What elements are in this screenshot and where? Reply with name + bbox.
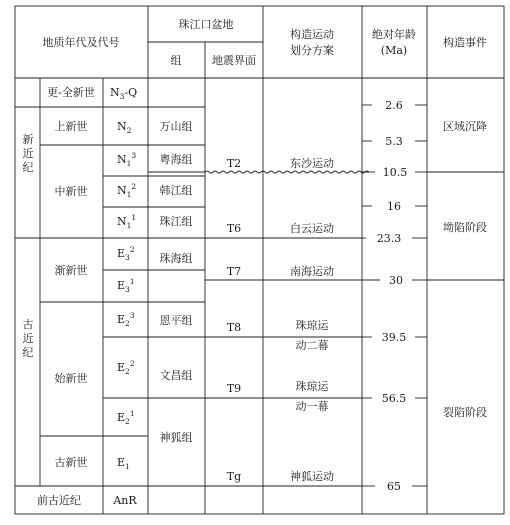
age-10-5: 10.5	[382, 166, 408, 179]
formation-yuehai: 粤海组	[159, 153, 193, 166]
epoch-eocene: 始新世	[54, 372, 88, 385]
era-paleogene-char-1: 古	[22, 318, 34, 331]
movement-zhuqiong1-line2: 动一幕	[295, 400, 329, 413]
movement-baiyun: 白云运动	[290, 222, 334, 235]
age-16: 16	[387, 200, 401, 213]
header-event: 构造事件	[443, 36, 487, 49]
header-tectonic-1: 构造运动	[290, 28, 334, 41]
era-neogene-char-3: 纪	[22, 161, 34, 174]
epoch-paleocene: 古新世	[54, 456, 88, 469]
formation-enping: 恩平组	[159, 314, 193, 327]
code-e21: $E_2^1$	[117, 409, 135, 426]
movement-shenhu: 神狐运动	[290, 470, 334, 483]
header-seismic: 地震界面	[212, 54, 256, 67]
event-depression-stage: 坳陷阶段	[443, 221, 487, 234]
seismic-t6: T6	[226, 222, 242, 235]
code-n3q: $N_3-Q$	[110, 86, 138, 101]
event-regional-subsidence: 区域沉降	[443, 120, 487, 133]
seismic-t8: T8	[226, 321, 242, 334]
epoch-pre-paleogene: 前古近纪	[37, 494, 81, 507]
header-geo-age: 地质年代及代号	[42, 36, 120, 49]
era-paleogene-char-3: 纪	[22, 346, 34, 359]
age-65: 65	[387, 480, 401, 493]
age-2-6: 2.6	[385, 99, 403, 112]
movement-nanhai: 南海运动	[290, 265, 334, 278]
age-56-5: 56.5	[381, 392, 407, 405]
epoch-miocene: 中新世	[54, 185, 88, 198]
epoch-pliocene: 上新世	[54, 120, 88, 133]
era-paleogene-char-2: 近	[22, 332, 34, 345]
code-n12: $N_1^2$	[117, 182, 137, 199]
age-30: 30	[389, 274, 403, 287]
epoch-pleistocene-holocene: 更-全新世	[47, 86, 95, 99]
code-n2: $N_2$	[117, 120, 132, 135]
movement-zhuqiong1-line1: 珠琼运	[295, 380, 329, 393]
formation-wenchang: 文昌组	[159, 369, 193, 382]
age-ticks	[362, 105, 427, 486]
code-anr: AnR	[113, 494, 137, 507]
code-e1: $E_1$	[117, 456, 130, 471]
formation-zhuhai: 珠海组	[159, 252, 193, 265]
formation-shenhu: 神狐组	[159, 431, 193, 444]
age-23-3: 23.3	[376, 232, 402, 245]
age-5-3: 5.3	[385, 135, 403, 148]
header-basin: 珠江口盆地	[178, 18, 234, 31]
movement-zhuqiong2-line2: 动二幕	[295, 339, 329, 352]
unconformity-line-t2	[205, 171, 369, 173]
age-39-5: 39.5	[381, 331, 407, 344]
formation-zhujiang: 珠江组	[159, 215, 193, 228]
seismic-t9: T9	[226, 382, 242, 395]
era-neogene-char-2: 近	[22, 147, 34, 160]
movement-dongsha: 东沙运动	[290, 157, 334, 170]
code-e23: $E_2^3$	[117, 311, 135, 328]
movement-zhuqiong2-line1: 珠琼运	[295, 319, 329, 332]
code-n13: $N_1^3$	[117, 151, 137, 168]
seismic-t2: T2	[226, 157, 242, 170]
header-formation: 组	[170, 54, 182, 67]
code-n11: $N_1^1$	[117, 213, 137, 230]
header-abs-age-1: 绝对年龄	[372, 28, 416, 41]
code-e32: $E_3^2$	[117, 245, 135, 262]
formation-wanshan: 万山组	[159, 120, 193, 133]
code-e22: $E_2^2$	[117, 359, 135, 376]
code-e31: $E_3^1$	[117, 277, 135, 294]
formation-hanjiang: 韩江组	[159, 184, 193, 197]
seismic-t7: T7	[226, 265, 242, 278]
seismic-tg: Tg	[226, 470, 242, 483]
header-abs-age-2: (Ma)	[380, 44, 408, 57]
table-frame	[15, 6, 504, 514]
header-tectonic-2: 划分方案	[290, 44, 334, 57]
era-neogene-char-1: 新	[22, 133, 34, 146]
epoch-oligocene: 渐新世	[54, 264, 88, 277]
event-rift-stage: 裂陷阶段	[443, 406, 487, 419]
